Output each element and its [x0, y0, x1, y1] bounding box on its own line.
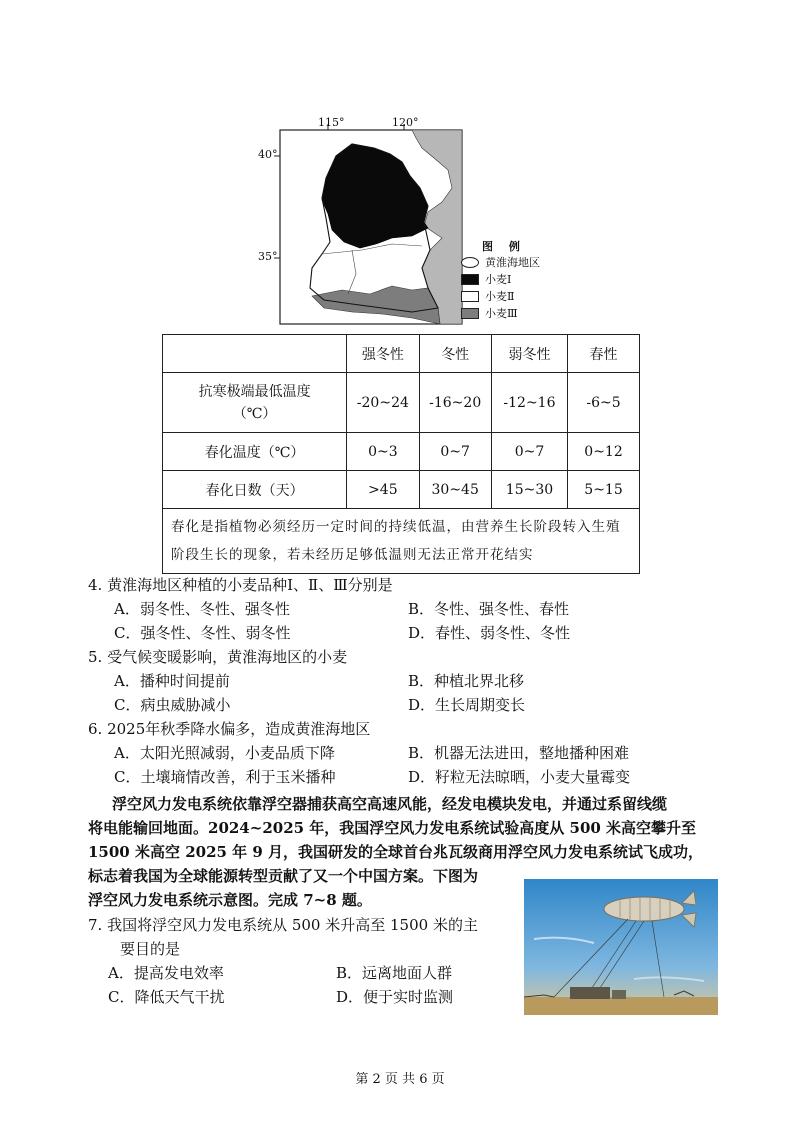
- question-6-option-a: A．太阳光照减弱，小麦品质下降: [114, 744, 335, 762]
- ground-vehicle: [570, 987, 610, 999]
- question-5-stem: 5. 受气候变暖影响，黄淮海地区的小麦: [88, 648, 348, 666]
- vernalization-table: [162, 334, 640, 574]
- question-5-option-c: C．病虫威胁减小: [114, 696, 231, 714]
- question-6-stem: 6. 2025年秋季降水偏多，造成黄淮海地区: [88, 720, 371, 738]
- table-header-cell: [163, 335, 347, 373]
- question-5-option-d: D．生长周期变长: [408, 696, 526, 714]
- legend-swatch: [461, 308, 479, 319]
- material-line-4: 标志着我国为全球能源转型贡献了又一个中国方案。下图为: [88, 867, 479, 885]
- table-cell: 30~45: [419, 471, 491, 509]
- legend-swatch: [461, 291, 479, 302]
- table-header-cell: 冬性: [419, 335, 491, 373]
- table-cell: -12~16: [491, 373, 567, 433]
- legend-item-huanghuaihai: [461, 254, 540, 270]
- question-5-option-a: A．播种时间提前: [114, 672, 230, 690]
- question-7-option-a: A．提高发电效率: [108, 964, 224, 982]
- table-cell: 0~7: [491, 433, 567, 471]
- legend-swatch: [461, 257, 479, 268]
- table-row-label: 春化温度（℃）: [163, 433, 347, 471]
- question-4-option-d: D．春性、弱冬性、冬性: [408, 624, 571, 642]
- question-7-option-b: B．远离地面人群: [336, 964, 453, 982]
- question-6-option-b: B．机器无法进田，整地播种困难: [408, 744, 630, 762]
- table-header-row: [163, 335, 640, 373]
- question-7-option-c: C．降低天气干扰: [108, 988, 225, 1006]
- legend-item-wheat-i: [461, 271, 511, 287]
- lat-label-35: 35°: [258, 250, 278, 263]
- table-cell: 5~15: [568, 471, 640, 509]
- table-cell: -20~24: [347, 373, 419, 433]
- question-5-option-b: B．种植北界北移: [408, 672, 525, 690]
- table-row: [163, 433, 640, 471]
- lon-label-120: 120°: [392, 116, 419, 129]
- material-line-5: 浮空风力发电系统示意图。完成 7~8 题。: [88, 891, 372, 909]
- legend-swatch: [461, 274, 479, 285]
- legend-item-wheat-iii: [461, 305, 518, 321]
- airborne-wind-turbine-photo: [524, 879, 718, 1015]
- table-note-row: [163, 509, 640, 574]
- table-row: [163, 373, 640, 433]
- legend-label: 小麦Ⅲ: [485, 307, 518, 320]
- material-line-1: 浮空风力发电系统依靠浮空器捕获高空高速风能，经发电模块发电，并通过系留线缆: [112, 795, 668, 813]
- table-cell: 0~12: [568, 433, 640, 471]
- legend-label: 黄淮海地区: [485, 256, 540, 269]
- question-6-option-c: C．土壤墒情改善，利于玉米播种: [114, 768, 336, 786]
- table-row-label: 抗寒极端最低温度（℃）: [163, 373, 347, 433]
- table-cell: 0~3: [347, 433, 419, 471]
- lon-label-115: 115°: [318, 116, 345, 129]
- question-7-stem-line-1: 7. 我国将浮空风力发电系统从 500 米升高至 1500 米的主: [88, 916, 478, 934]
- material-line-3: 1500 米高空 2025 年 9 月，我国研发的全球首台兆瓦级商用浮空风力发电系统试飞成功，: [88, 843, 704, 861]
- table-cell: 15~30: [491, 471, 567, 509]
- legend-title: 图 例: [482, 240, 526, 253]
- table-note: 春化是指植物必须经历一定时间的持续低温，由营养生长阶段转入生殖阶段生长的现象，若未经历足够低温则无法正常开花结实: [163, 509, 640, 574]
- question-4-option-a: A．弱冬性、冬性、强冬性: [114, 600, 290, 618]
- material-line-2: 将电能输回地面。2024~2025 年，我国浮空风力发电系统试验高度从 500 米高空攀升至: [88, 819, 697, 837]
- question-7-option-d: D．便于实时监测: [336, 988, 454, 1006]
- ground: [524, 997, 718, 1015]
- question-6-option-d: D．籽粒无法晾晒，小麦大量霉变: [408, 768, 631, 786]
- page-footer: 第 2 页 共 6 页: [355, 1072, 445, 1087]
- table-cell: 0~7: [419, 433, 491, 471]
- question-4-option-c: C．强冬性、冬性、弱冬性: [114, 624, 291, 642]
- table-cell: -6~5: [568, 373, 640, 433]
- question-4-option-b: B．冬性、强冬性、春性: [408, 600, 570, 618]
- table-row-label: 春化日数（天）: [163, 471, 347, 509]
- legend-label: 小麦Ⅰ: [485, 273, 512, 286]
- question-7-stem-line-2: 要目的是: [120, 940, 181, 958]
- lat-label-40: 40°: [258, 148, 278, 161]
- table-row: [163, 471, 640, 509]
- ground-vehicle: [612, 990, 626, 999]
- legend-item-wheat-ii: [461, 288, 514, 304]
- table-cell: >45: [347, 471, 419, 509]
- table-header-cell: 强冬性: [347, 335, 419, 373]
- table-header-cell: 弱冬性: [491, 335, 567, 373]
- table-header-cell: 春性: [568, 335, 640, 373]
- question-4-stem: 4. 黄淮海地区种植的小麦品种Ⅰ、Ⅱ、Ⅲ分别是: [88, 576, 393, 594]
- table-cell: -16~20: [419, 373, 491, 433]
- legend-label: 小麦Ⅱ: [485, 290, 515, 303]
